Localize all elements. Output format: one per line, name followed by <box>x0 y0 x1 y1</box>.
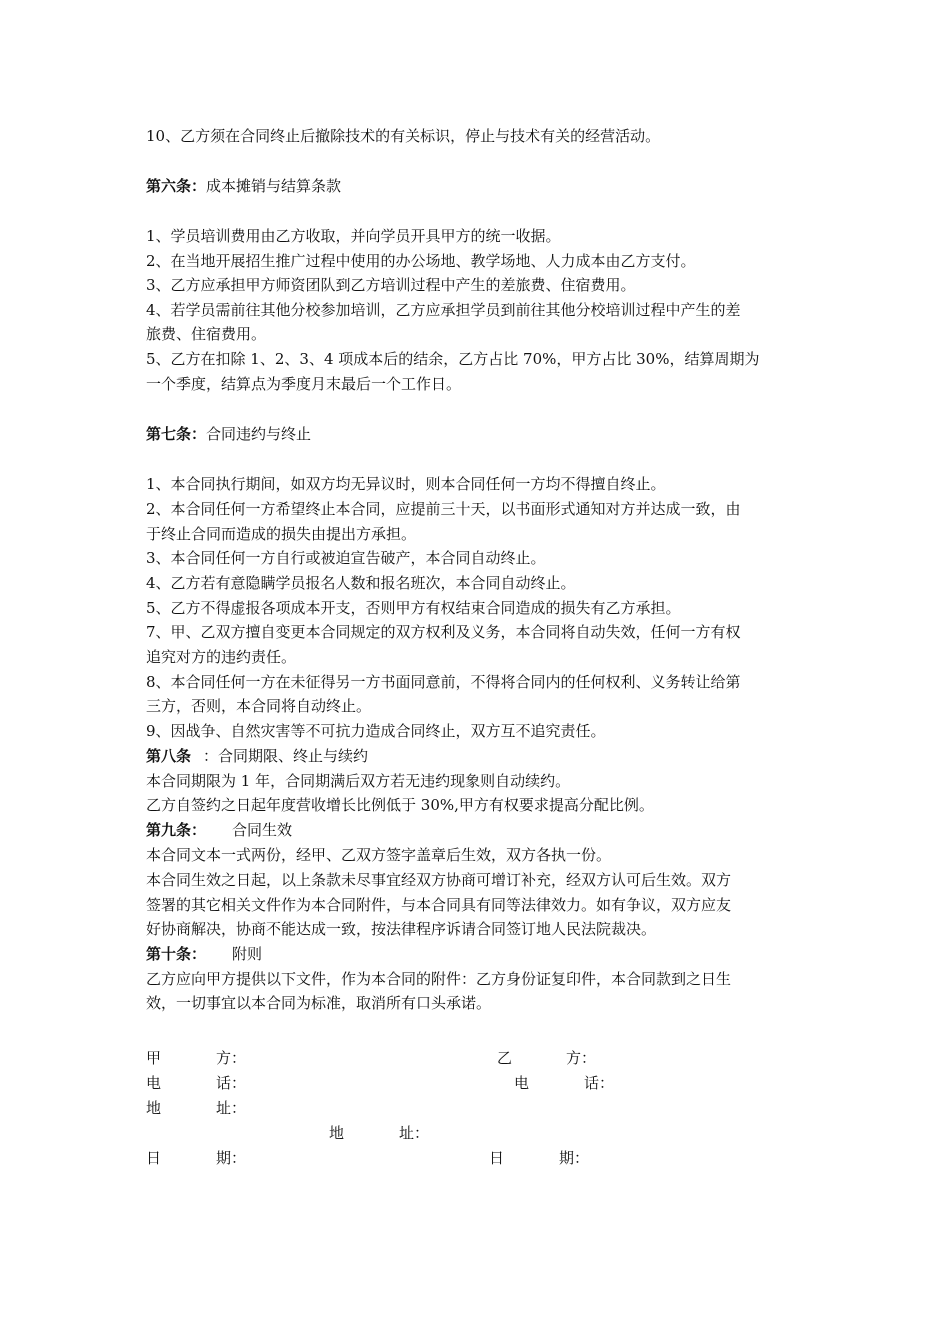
clause-line: 乙方应向甲方提供以下文件，作为本合同的附件：乙方身份证复印件，本合同款到之日生 <box>146 970 732 988</box>
clause-line: 2、在当地开展招生推广过程中使用的办公场地、教学场地、人力成本由乙方支付。 <box>146 252 696 270</box>
clause-line: 签署的其它相关文件作为本合同附件，与本合同具有同等法律效力。如有争议，双方应友 <box>146 896 732 914</box>
article-6-header <box>146 174 341 198</box>
clause-line: 本合同期限为 1 年，合同期满后双方若无违约现象则自动续约。 <box>146 772 571 790</box>
addr-b-label-2: 址： <box>399 1124 430 1142</box>
article-7-header <box>146 422 311 446</box>
addr-b-label-1: 地 <box>329 1124 345 1142</box>
clause-item: 10、乙方须在合同终止后撤除技术的有关标识，停止与技术有关的经营活动。 <box>146 127 661 145</box>
clause-line: 3、乙方应承担甲方师资团队到乙方培训过程中产生的差旅费、住宿费用。 <box>146 276 636 294</box>
clause-line: 追究对方的违约责任。 <box>146 648 297 666</box>
article-title: 附则 <box>232 945 263 963</box>
addr-a-label-1: 地 <box>146 1099 162 1117</box>
clause-line: 一个季度，结算点为季度月末最后一个工作日。 <box>146 375 462 393</box>
clause-line: 1、本合同执行期间，如双方均无异议时，则本合同任何一方均不得擅自终止。 <box>146 475 666 493</box>
tel-a-label-2: 话： <box>216 1074 247 1092</box>
article-heading: 第十条： <box>146 945 207 963</box>
clause-line: 1、学员培训费用由乙方收取，并向学员开具甲方的统一收据。 <box>146 227 561 245</box>
clause-line: 旅费、住宿费用。 <box>146 325 267 343</box>
clause-line: 4、若学员需前往其他分校参加培训，乙方应承担学员到前往其他分校培训过程中产生的差 <box>146 301 741 319</box>
clause-line: 9、因战争、自然灾害等不可抗力造成合同终止，双方互不追究责任。 <box>146 722 606 740</box>
clause-line: 3、本合同任何一方自行或被迫宣告破产，本合同自动终止。 <box>146 549 546 567</box>
clause-line: 于终止合同而造成的损失由提出方承担。 <box>146 525 417 543</box>
article-title: ：合同期限、终止与续约 <box>203 747 369 765</box>
article-9-header <box>146 818 292 842</box>
clause-line: 本合同生效之日起，以上条款未尽事宜经双方协商可增订补充，经双方认可后生效。双方 <box>146 871 732 889</box>
article-heading: 第八条 <box>146 747 192 765</box>
clause-line: 2、本合同任何一方希望终止本合同，应提前三十天，以书面形式通知对方并达成一致，由 <box>146 500 741 518</box>
clause-line: 8、本合同任何一方在未征得另一方书面同意前，不得将合同内的任何权利、义务转让给第 <box>146 673 741 691</box>
article-heading: 第七条： <box>146 425 207 443</box>
clause-line: 7、甲、乙双方擅自变更本合同规定的双方权利及义务，本合同将自动失效，任何一方有权 <box>146 623 741 641</box>
article-title: 合同生效 <box>232 821 293 839</box>
date-a-label-1: 日 <box>146 1149 162 1167</box>
clause-line: 效，一切事宜以本合同为标准，取消所有口头承诺。 <box>146 994 492 1012</box>
tel-b-label-1: 电 <box>514 1074 530 1092</box>
party-a-label-2: 方： <box>216 1049 247 1067</box>
article-title: 合同违约与终止 <box>206 425 312 443</box>
tel-b-label-2: 话： <box>584 1074 615 1092</box>
clause-line: 本合同文本一式两份，经甲、乙双方签字盖章后生效，双方各执一份。 <box>146 846 612 864</box>
clause-line: 三方，否则，本合同将自动终止。 <box>146 697 372 715</box>
clause-line: 5、乙方不得虚报各项成本开支，否则甲方有权结束合同造成的损失有乙方承担。 <box>146 599 681 617</box>
clause-line: 5、乙方在扣除 1、2、3、4 项成本后的结余，乙方占比 70%，甲方占比 30%，结算周期为 <box>146 350 760 368</box>
party-b-label-1: 乙 <box>497 1049 513 1067</box>
clause-line: 乙方自签约之日起年度营收增长比例低于 30%,甲方有权要求提高分配比例。 <box>146 796 654 814</box>
date-a-label-2: 期： <box>216 1149 247 1167</box>
party-a-label-1: 甲 <box>146 1049 162 1067</box>
article-title: 成本摊销与结算条款 <box>206 177 342 195</box>
date-b-label-1: 日 <box>489 1149 505 1167</box>
party-b-label-2: 方： <box>566 1049 597 1067</box>
article-10-header <box>146 942 262 966</box>
date-b-label-2: 期： <box>559 1149 590 1167</box>
clause-line: 好协商解决，协商不能达成一致，按法律程序诉请合同签订地人民法院裁决。 <box>146 920 657 938</box>
tel-a-label-1: 电 <box>146 1074 162 1092</box>
article-8-header <box>146 744 368 768</box>
clause-line: 4、乙方若有意隐瞒学员报名人数和报名班次，本合同自动终止。 <box>146 574 576 592</box>
article-heading: 第九条： <box>146 821 207 839</box>
article-heading: 第六条： <box>146 177 207 195</box>
addr-a-label-2: 址： <box>216 1099 247 1117</box>
